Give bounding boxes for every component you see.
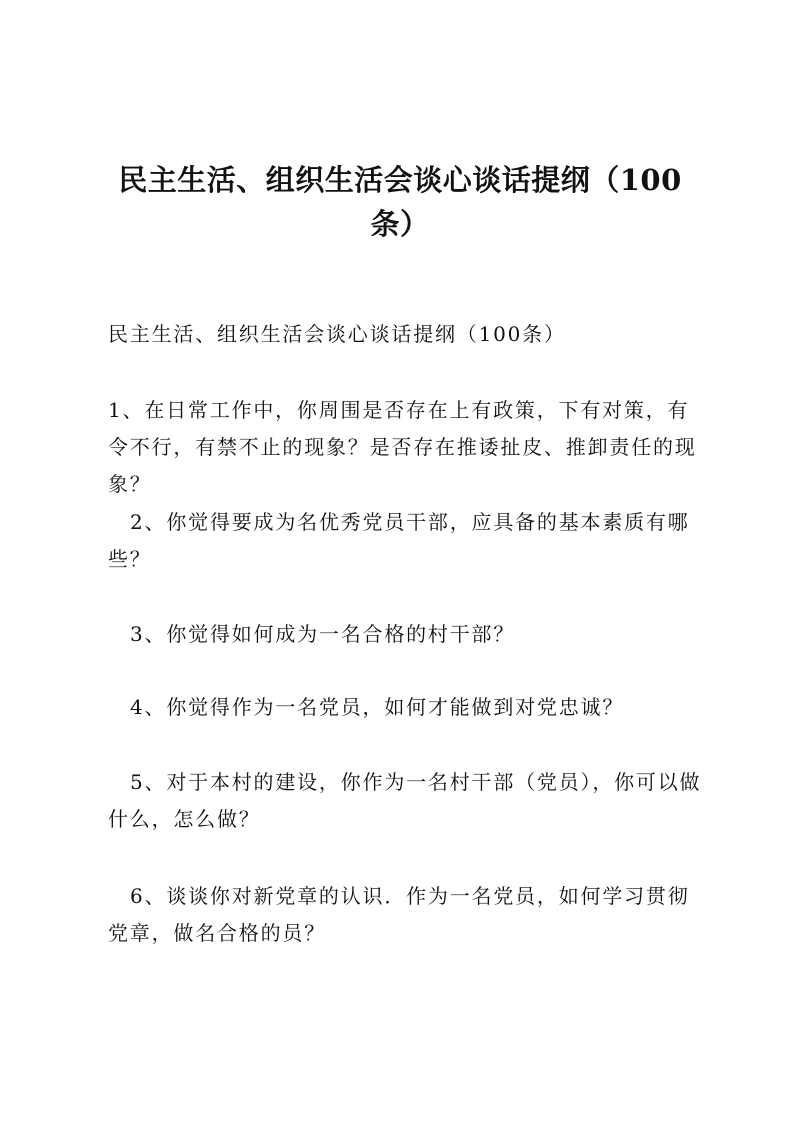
- outline-item-5: 5、对于本村的建设，你作为一名村干部（党员），你可以做什么，怎么做？: [108, 770, 702, 831]
- document-title: 民主生活、组织生活会谈心谈话提纲（100条）: [118, 163, 682, 241]
- outline-item-1: 1、在日常工作中，你周围是否存在上有政策，下有对策，有令不行，有禁不止的现象？是否存在推诿扯皮、推卸责任的现象？: [108, 398, 697, 496]
- outline-item-2: 2、你觉得要成为名优秀党员干部，应具备的基本素质有哪些？: [108, 510, 690, 571]
- outline-item-6: 6、谈谈你对新党章的认识．作为一名党员，如何学习贯彻党章，做名合格的员？: [108, 884, 690, 945]
- outline-item-3: 3、你觉得如何成为一名合格的村干部？: [130, 622, 516, 646]
- outline-item-4: 4、你觉得作为一名党员，如何才能做到对党忠诚？: [130, 695, 625, 719]
- document-subtitle: 民主生活、组织生活会谈心谈话提纲（100条）: [108, 322, 566, 346]
